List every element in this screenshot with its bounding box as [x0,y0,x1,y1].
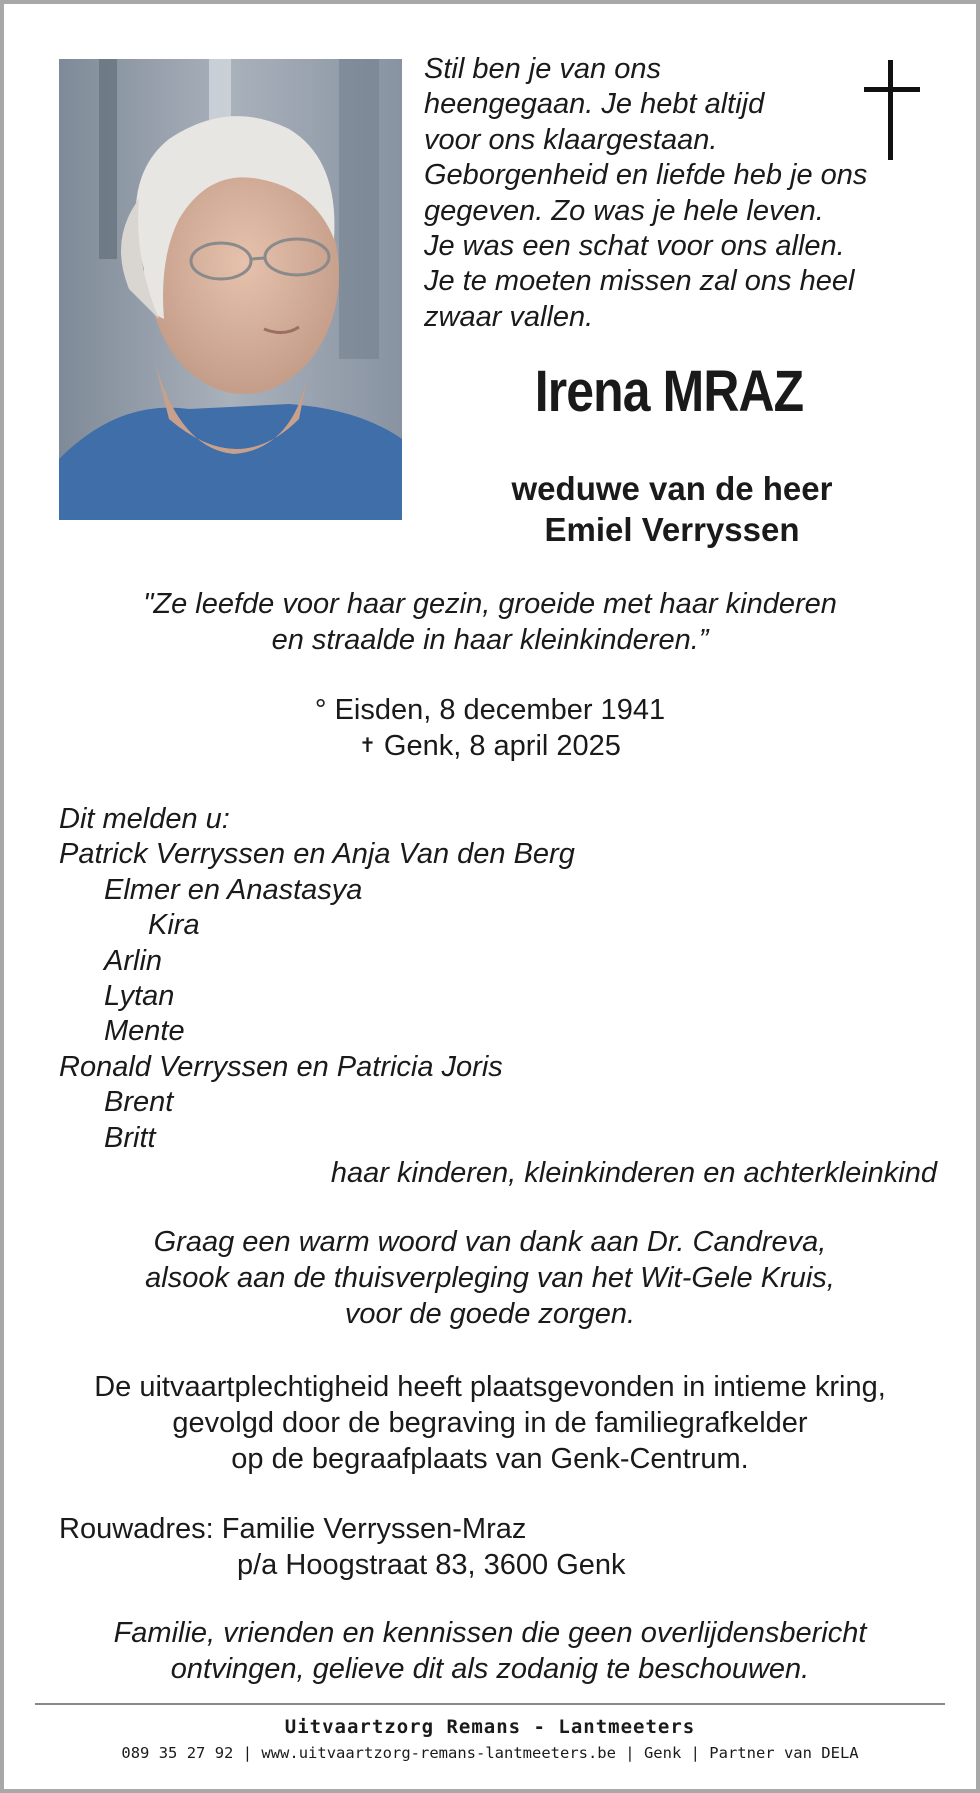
funeral-company-contact: 089 35 27 92 | www.uitvaartzorg-remans-lantmeeters.be | Genk | Partner van DELA [121,1744,859,1762]
spouse-info [424,468,920,550]
birth-date: ° Eisden, 8 december 1941 [314,694,666,726]
family-member: Patrick Verryssen en Anja Van den Berg [59,838,575,871]
family-member: Lytan [104,979,175,1012]
ceremony-line: gevolgd door de begraving in de familiegrafkelder [172,1407,808,1439]
tribute-quote [0,586,980,658]
poem-line: Stil ben je van ons [424,53,661,85]
portrait-photo [59,59,402,520]
notice-message [0,1615,980,1687]
family-member: Elmer en Anastasya [104,873,363,906]
address-street: p/a Hoogstraat 83, 3600 Genk [237,1549,626,1581]
poem-line: zwaar vallen. [424,300,594,333]
poem-line: gegeven. Zo was je hele leven. [424,194,824,227]
life-dates [0,692,980,764]
poem-line: heengegaan. Je hebt altijd [424,88,765,121]
ceremony-info [0,1369,980,1477]
thanks-line: voor de goede zorgen. [344,1298,636,1330]
thanks-message [0,1224,980,1332]
family-list [59,802,939,1191]
family-member: Arlin [104,944,163,977]
cross-icon [864,60,920,160]
thanks-line: Graag een warm woord van dank aan Dr. Candreva, [153,1226,827,1258]
funeral-company-name: Uitvaartzorg Remans - Lantmeeters [284,1716,696,1738]
quote-line: "Ze leefde voor haar gezin, groeide met haar kinderen [143,588,837,620]
family-member: Britt [104,1121,156,1154]
poem-line: Je te moeten missen zal ons heel [424,265,855,298]
death-date-row [0,728,980,764]
ceremony-line: De uitvaartplechtigheid heeft plaatsgevonden in intieme kring, [94,1371,886,1403]
poem-line: Je was een schat voor ons allen. [424,230,845,263]
mourning-address [59,1511,626,1583]
footer-divider [35,1703,945,1705]
family-member: Ronald Verryssen en Patricia Joris [59,1050,503,1083]
family-member: Brent [104,1086,174,1119]
notice-line: ontvingen, gelieve dit als zodanig te beschouwen. [170,1653,810,1685]
deceased-name: Irena MRAZ [534,359,804,424]
family-intro: Dit melden u: [59,803,230,835]
thanks-line: alsook aan de thuisverpleging van het Wit-Gele Kruis, [145,1262,835,1294]
spouse-name: Emiel Verryssen [544,511,800,548]
family-member: Kira [148,909,200,942]
ceremony-line: op de begraafplaats van Genk-Centrum. [231,1443,749,1475]
poem-line: Geborgenheid en liefde heb je ons [424,159,868,192]
family-member: Mente [104,1015,185,1048]
small-cross-icon: ✝ [359,735,376,757]
address-line: Rouwadres: Familie Verryssen-Mraz [59,1513,527,1545]
quote-line: en straalde in haar kleinkinderen.” [271,624,709,656]
poem-line: voor ons klaargestaan. [424,123,718,156]
spouse-line: weduwe van de heer [511,470,833,507]
notice-line: Familie, vrienden en kennissen die geen overlijdensbericht [113,1617,867,1649]
family-summary: haar kinderen, kleinkinderen en achterkleinkind [330,1156,937,1189]
death-date: Genk, 8 april 2025 [375,730,621,762]
